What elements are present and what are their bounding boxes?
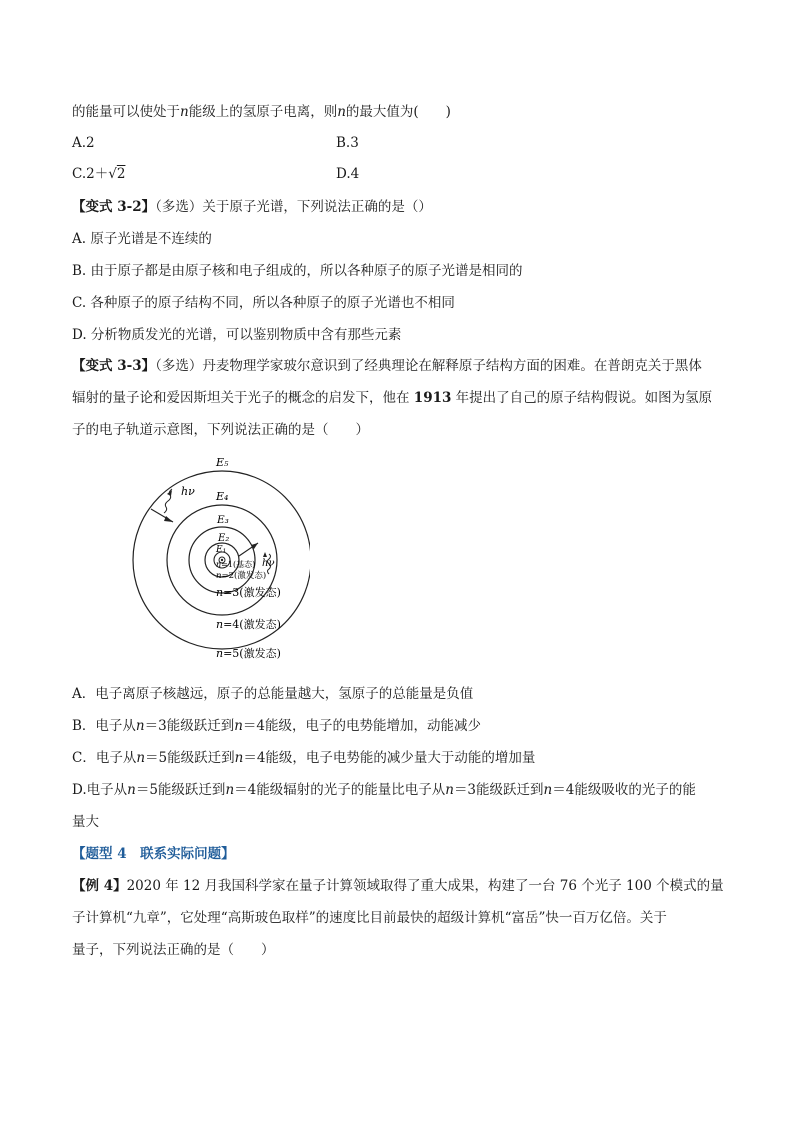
option-d: D.4 (336, 166, 360, 182)
electron-orbit-diagram (130, 448, 310, 668)
variant-3-2-option-c: C. 各种原子的原子结构不同，所以各种原子的原子光谱也不相同 (72, 295, 455, 311)
energy-label-e4: E₄ (216, 490, 229, 503)
variant-3-3-stem-line2: 辐射的量子论和爱因斯坦关于光子的概念的启发下，他在 1913 年提出了自己的原子结构假说。如图为氢原 (72, 390, 713, 406)
variant-3-3-stem-line3: 子的电子轨道示意图，下列说法正确的是（ ） (72, 422, 369, 438)
sqrt-symbol: √ (108, 166, 117, 182)
emitted-photon-label: hν (181, 485, 195, 498)
energy-label-e2: E₂ (218, 533, 230, 544)
state-label-n3: n=3(激发态) (216, 586, 281, 599)
state-label-n5: n=5(激发态) (216, 647, 281, 660)
absorbed-photon-arrowhead (263, 552, 267, 557)
example-4-line2: 子计算机“九章”，它处理“高斯玻色取样”的速度比目前最快的超级计算机“富岳”快一百万亿倍。关于 (72, 910, 667, 926)
variant-3-2-option-b: B. 由于原子都是由原子核和电子组成的，所以各种原子的原子光谱是相同的 (72, 263, 523, 279)
question-continuation: 的能量可以使处于n能级上的氢原子电离，则n的最大值为( ) (72, 104, 451, 120)
energy-label-e1: E₁ (216, 545, 227, 555)
variant-3-2-stem: 【变式 3-2】（多选）关于原子光谱，下列说法正确的是（） (72, 199, 432, 215)
energy-label-e3: E₃ (217, 514, 229, 526)
variant-3-3-stem-line1: 【变式 3-3】（多选）丹麦物理学家玻尔意识到了经典理论在解释原子结构方面的困难。在普朗克关于黑体 (72, 358, 702, 374)
state-label-n2: n=2(激发态) (216, 571, 267, 581)
option-a: A.2 (72, 135, 95, 151)
option-c: C.2＋√2 (72, 166, 126, 182)
example-4-line3: 量子，下列说法正确的是（ ） (72, 942, 275, 958)
topic-4-heading: 【题型 4 联系实际问题】 (72, 846, 235, 862)
energy-label-e5: E₅ (216, 456, 229, 469)
variant-3-3-option-b: B．电子从n＝3能级跃迁到n＝4能级，电子的电势能增加，动能减少 (72, 718, 482, 734)
arrowhead-2-3 (251, 543, 258, 549)
option-b: B.3 (336, 135, 359, 151)
variant-3-3-option-a: A．电子离原子核越远，原子的总能量越大，氢原子的总能量是负值 (72, 686, 474, 702)
state-label-n1: n=1(基态) (216, 560, 256, 569)
variant-3-3-option-c: C．电子从n＝5能级跃迁到n＝4能级，电子电势能的减少量大于动能的增加量 (72, 750, 536, 766)
absorbed-photon-label: hν (262, 558, 275, 569)
variant-3-2-option-a: A. 原子光谱是不连续的 (72, 231, 212, 247)
variant-3-2-option-d: D. 分析物质发光的光谱，可以鉴别物质中含有那些元素 (72, 327, 402, 343)
state-label-n4: n=4(激发态) (216, 618, 281, 631)
variant-3-3-option-d: D.电子从n＝5能级跃迁到n＝4能级辐射的光子的能量比电子从n＝3能级跃迁到n＝4能级吸收的光子的能 (72, 782, 696, 798)
variant-3-3-option-d-cont: 量大 (72, 814, 99, 830)
example-4-line1: 【例 4】2020 年 12 月我国科学家在量子计算领域取得了重大成果，构建了一台 76 个光子 100 个模式的量 (72, 878, 724, 894)
